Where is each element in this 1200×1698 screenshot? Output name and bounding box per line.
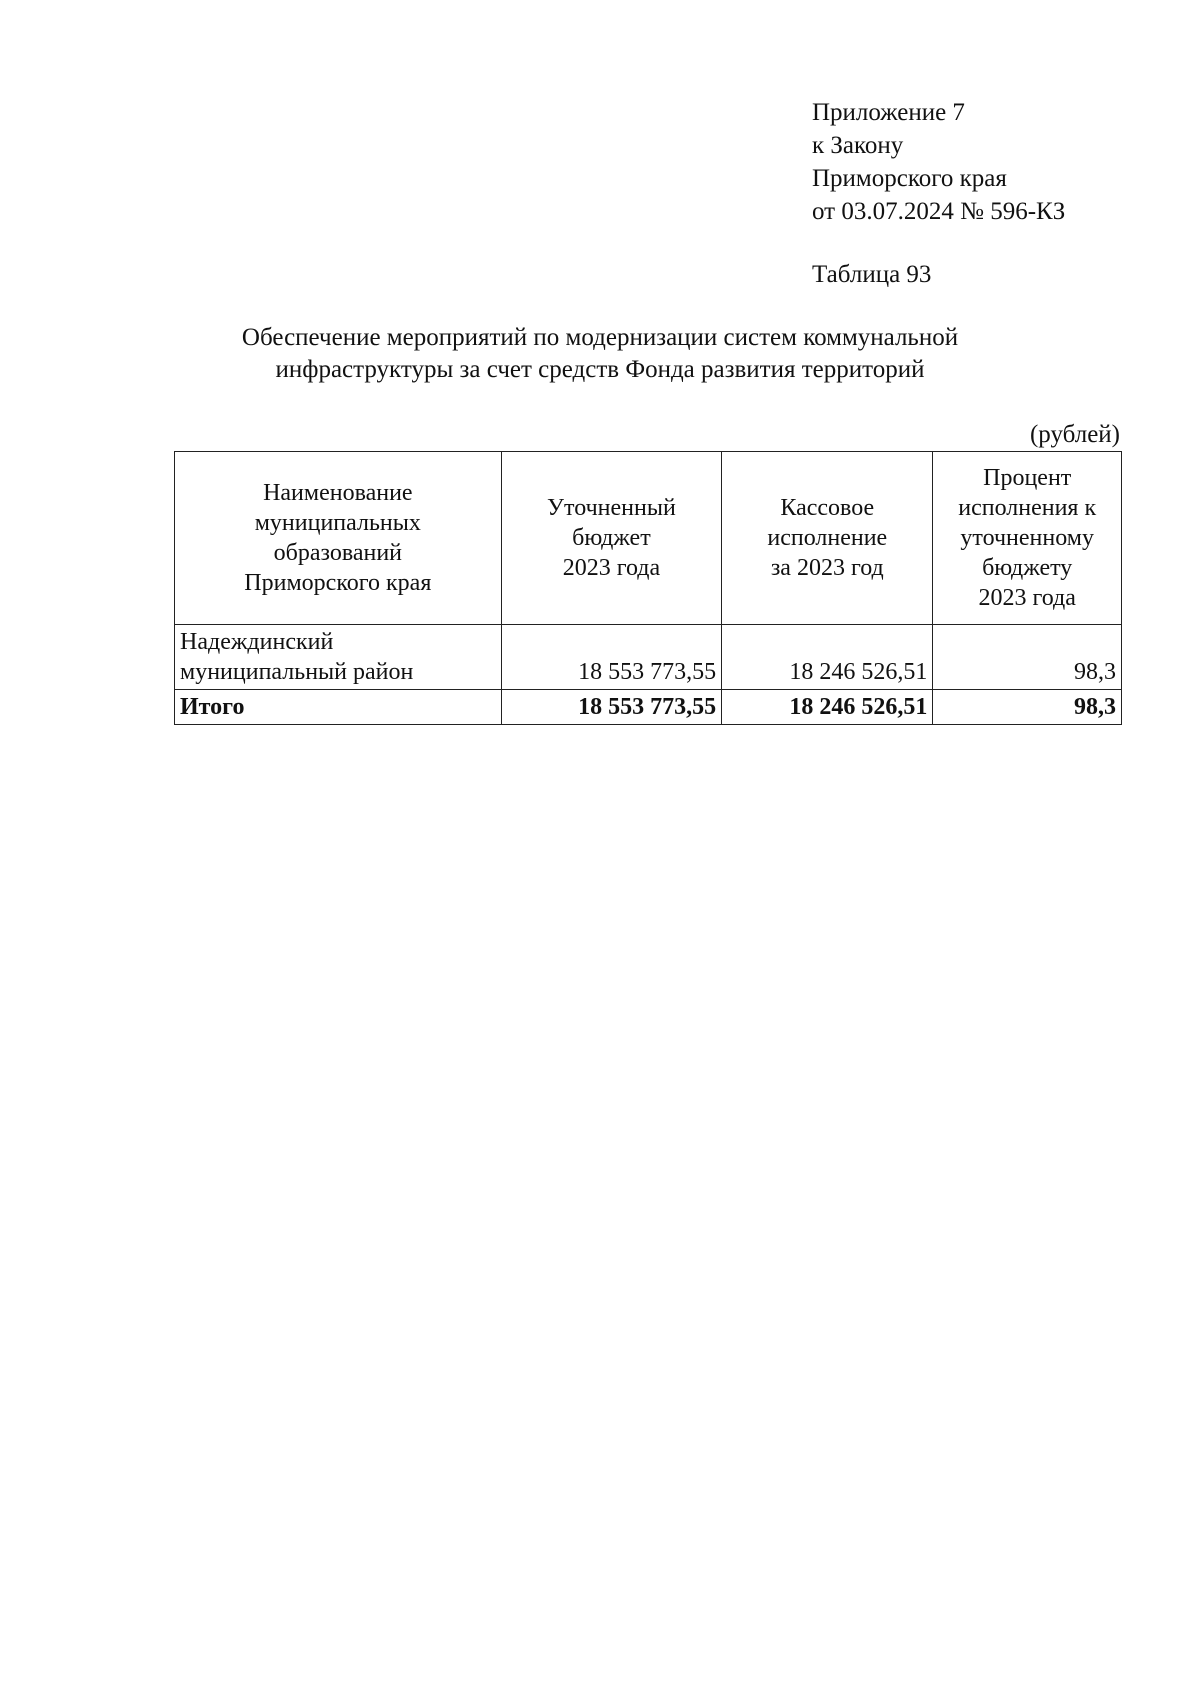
header-line: исполнения к: [958, 495, 1097, 521]
header-line: Процент: [983, 465, 1072, 491]
document-title-line: инфраструктуры за счет средств Фонда развития территорий: [275, 356, 925, 383]
total-row: [175, 690, 1122, 725]
total-percent-cell: 98,3: [933, 690, 1122, 725]
header-line: Приморского края: [244, 570, 432, 596]
document-title-line: Обеспечение мероприятий по модернизации систем коммунальной: [241, 324, 959, 351]
header-line: 2023 года: [978, 585, 1076, 611]
header-execution: [722, 452, 933, 625]
header-line: муниципальных: [254, 510, 421, 536]
header-line: бюджету: [982, 555, 1073, 581]
header-percent: [933, 452, 1122, 625]
table-number: Таблица 93: [812, 261, 932, 288]
appendix-line: Приморского края: [812, 165, 1007, 192]
header-line: уточненному: [960, 525, 1094, 551]
municipality-name-cell: [175, 625, 502, 690]
appendix-line: к Закону: [812, 132, 904, 159]
total-execution-cell: 18 246 526,51: [722, 690, 933, 725]
header-municipality: [175, 452, 502, 625]
header-line: бюджет: [572, 525, 651, 551]
header-line: Наименование: [263, 480, 413, 506]
appendix-block: [812, 96, 1065, 228]
municipality-name-line: Надеждинский: [180, 629, 334, 655]
header-line: Кассовое: [780, 495, 875, 521]
percent-cell: 98,3: [933, 625, 1122, 690]
municipality-name-line: муниципальный район: [180, 659, 414, 685]
budget-table: [174, 451, 1122, 725]
header-line: образований: [273, 540, 403, 566]
budget-cell: 18 553 773,55: [501, 625, 722, 690]
total-label-cell: Итого: [175, 690, 502, 725]
appendix-line: Приложение 7: [812, 99, 965, 126]
units-label: (рублей): [1029, 421, 1120, 448]
header-line: Уточненный: [547, 495, 676, 521]
execution-cell: 18 246 526,51: [722, 625, 933, 690]
table-header-row: [175, 452, 1122, 625]
header-budget: [501, 452, 722, 625]
header-line: за 2023 год: [770, 555, 884, 581]
document-title: [150, 322, 1050, 386]
header-line: исполнение: [767, 525, 888, 551]
total-budget-cell: 18 553 773,55: [501, 690, 722, 725]
appendix-line: от 03.07.2024 № 596-КЗ: [812, 198, 1066, 225]
header-line: 2023 года: [562, 555, 661, 581]
table-row: [175, 625, 1122, 690]
